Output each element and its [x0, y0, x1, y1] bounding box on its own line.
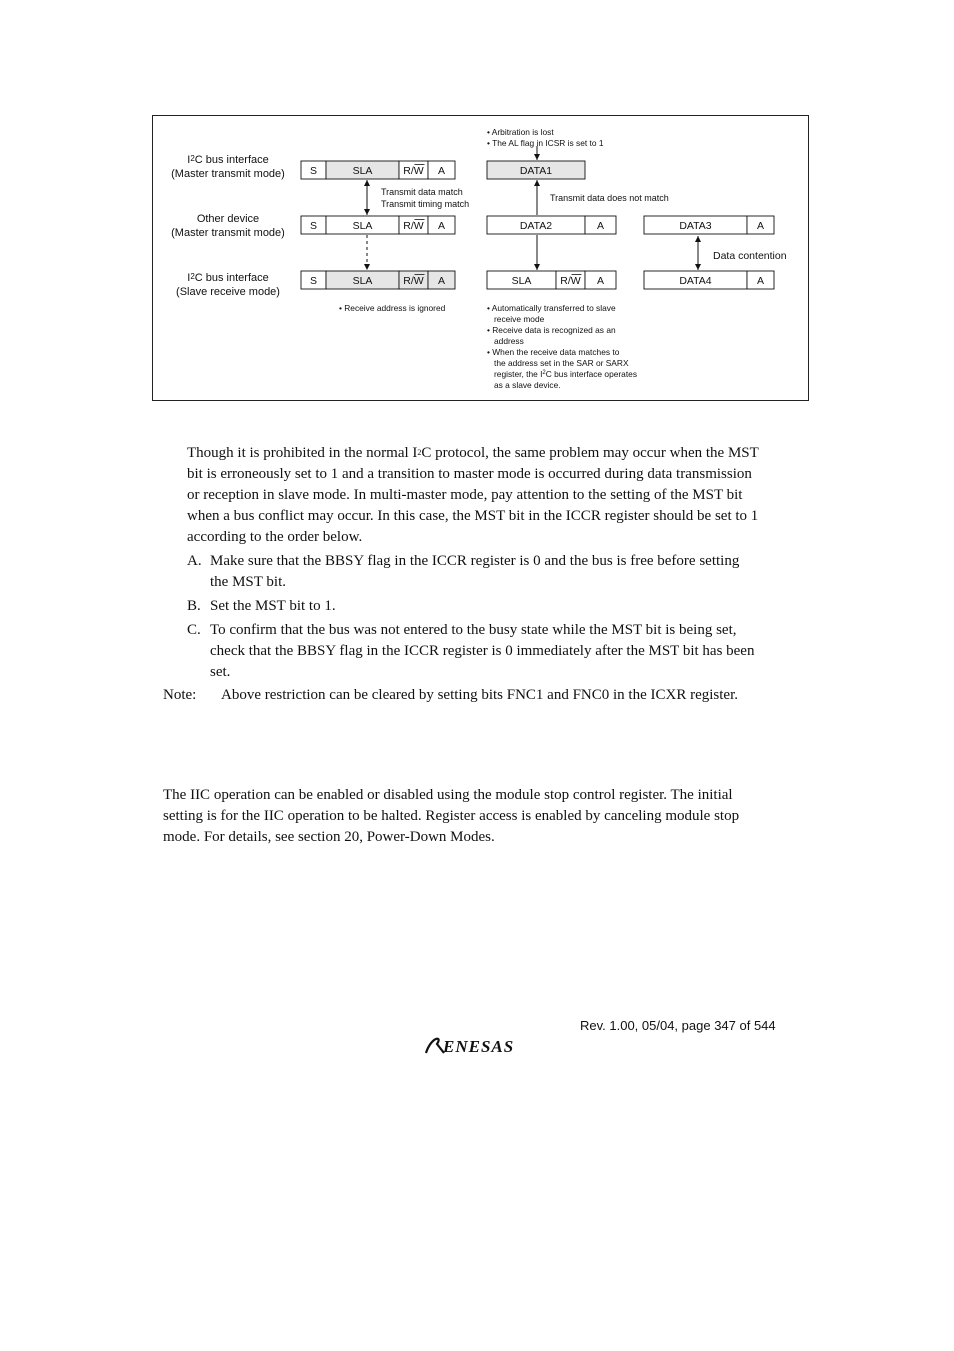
arrowhead	[364, 209, 370, 215]
frame-cell-label: SLA	[511, 275, 532, 287]
step-text	[210, 551, 739, 593]
frame-cell-label: SLA	[352, 165, 373, 177]
frame-cell-label: S	[309, 165, 318, 177]
frame-cell-label: DATA3	[679, 220, 712, 232]
match-note-line: Transmit data match	[381, 187, 463, 197]
frame-cell-label: DATA4	[679, 275, 712, 287]
row3-label-line2: (Slave receive mode)	[176, 286, 280, 298]
row2-label-line2: (Master transmit mode)	[171, 227, 285, 239]
match-note-line: Transmit timing match	[381, 199, 470, 209]
note-line: address	[494, 336, 524, 346]
note-line: as a slave device.	[494, 380, 561, 390]
rw-cell-label: R/W	[403, 165, 424, 177]
note-line: the address set in the SAR or SARX	[494, 358, 629, 368]
row1-label-line2: (Master transmit mode)	[171, 168, 285, 180]
note-line: register, the $I^2C$ bus interface operates	[494, 369, 638, 379]
frame-cell-label: S	[309, 220, 318, 232]
match-note	[381, 186, 469, 210]
step-line: Make sure that the BBSY flag in the ICCR register is 0 and the bus is free before setting	[210, 553, 740, 569]
para-line: setting is for the IIC operation to be halted. Register access is enabled by canceling module stop	[163, 808, 740, 824]
svg-text:ENESAS: ENESAS	[443, 1037, 515, 1056]
step-a	[187, 551, 827, 593]
step-line: Set the MST bit to 1.	[210, 598, 336, 614]
paragraph-mst-restriction	[187, 443, 827, 548]
note-label: Note:	[163, 687, 197, 703]
frame-cell-label: DATA2	[519, 220, 553, 232]
row2-label-line1: Other device	[196, 213, 260, 225]
rw-cell-label: R/W	[403, 220, 424, 232]
step-text	[210, 596, 336, 617]
para-line: when a bus conflict may occur. In this case, the MST bit in the ICCR register should be set to 1	[187, 508, 759, 524]
arbitration-lost-note	[487, 127, 604, 149]
row1-label-line1: $I^2C$ bus interface	[187, 154, 269, 166]
note-paragraph	[163, 685, 823, 706]
frame-cell-label: DATA1	[519, 165, 553, 177]
frame-cell-label: A	[437, 275, 446, 287]
arbitration-timing-figure	[152, 115, 809, 401]
renesas-logo-mark	[423, 1033, 543, 1057]
para-line: Though it is prohibited in the normal $I^2C$ protocol, the same problem may occur when the MST	[187, 445, 759, 461]
step-line: the MST bit.	[210, 574, 286, 590]
step-marker: C.	[187, 622, 201, 638]
para-line: according to the order below.	[187, 529, 363, 545]
row3-label	[153, 271, 303, 299]
step-marker: A.	[187, 553, 202, 569]
frame-cell-label: S	[309, 275, 318, 287]
mismatch-note: Transmit data does not match	[550, 193, 669, 203]
step-line: check that the BBSY flag in the ICCR register is 0 immediately after the MST bit has been	[210, 643, 755, 659]
para-line: bit is erroneously set to 1 and a transition to master mode is occurred during data transmission	[187, 466, 752, 482]
address-ignored-note: • Receive address is ignored	[339, 303, 446, 313]
paragraph-module-stop	[163, 785, 823, 848]
step-marker: B.	[187, 598, 201, 614]
note-line: receive mode	[494, 314, 545, 324]
note-line: • Arbitration is lost	[487, 127, 554, 137]
note-line: • The AL flag in ICSR is set to 1	[487, 138, 604, 148]
step-c	[187, 620, 827, 683]
arrowhead	[695, 236, 701, 242]
frame-cell-label: A	[596, 275, 605, 287]
arrowhead	[364, 264, 370, 270]
renesas-logo	[423, 1033, 543, 1062]
frame-cell-label: A	[437, 165, 446, 177]
para-line: The IIC operation can be enabled or disabled using the module stop control register. The initial	[163, 787, 733, 803]
arrowhead	[695, 264, 701, 270]
para-line: or reception in slave mode. In multi-master mode, pay attention to the setting of the MST bit	[187, 487, 743, 503]
rw-cell-label: R/W	[403, 275, 424, 287]
row2-label	[153, 212, 303, 240]
note-line: • Receive data is recognized as an	[487, 325, 616, 335]
data-contention-note: Data contention	[713, 250, 787, 262]
step-text	[210, 620, 754, 683]
note-line: • When the receive data matches to	[487, 347, 620, 357]
arrowhead	[534, 154, 540, 160]
frame-cell-label: A	[756, 275, 765, 287]
step-b	[187, 596, 827, 617]
slave-transfer-notes	[487, 303, 637, 391]
frame-cell-label: SLA	[352, 275, 373, 287]
para-line: mode. For details, see section 20, Power-Down Modes.	[163, 829, 495, 845]
page-footer-revision: Rev. 1.00, 05/04, page 347 of 544	[580, 1018, 776, 1033]
arrowhead	[364, 180, 370, 186]
arrowhead	[534, 180, 540, 186]
frame-cell-label: A	[596, 220, 605, 232]
frame-cell-label: SLA	[352, 220, 373, 232]
frame-cell-label: A	[756, 220, 765, 232]
rw-cell-label: R/W	[560, 275, 581, 287]
row3-label-line1: $I^2C$ bus interface	[187, 272, 269, 284]
arrowhead	[534, 264, 540, 270]
row1-label	[153, 153, 303, 181]
frame-cell-label: A	[437, 220, 446, 232]
note-text: Above restriction can be cleared by setting bits FNC1 and FNC0 in the ICXR register.	[221, 687, 738, 703]
step-line: set.	[210, 664, 231, 680]
note-line: • Automatically transferred to slave	[487, 303, 616, 313]
step-line: To confirm that the bus was not entered to the busy state while the MST bit is being set,	[210, 622, 737, 638]
